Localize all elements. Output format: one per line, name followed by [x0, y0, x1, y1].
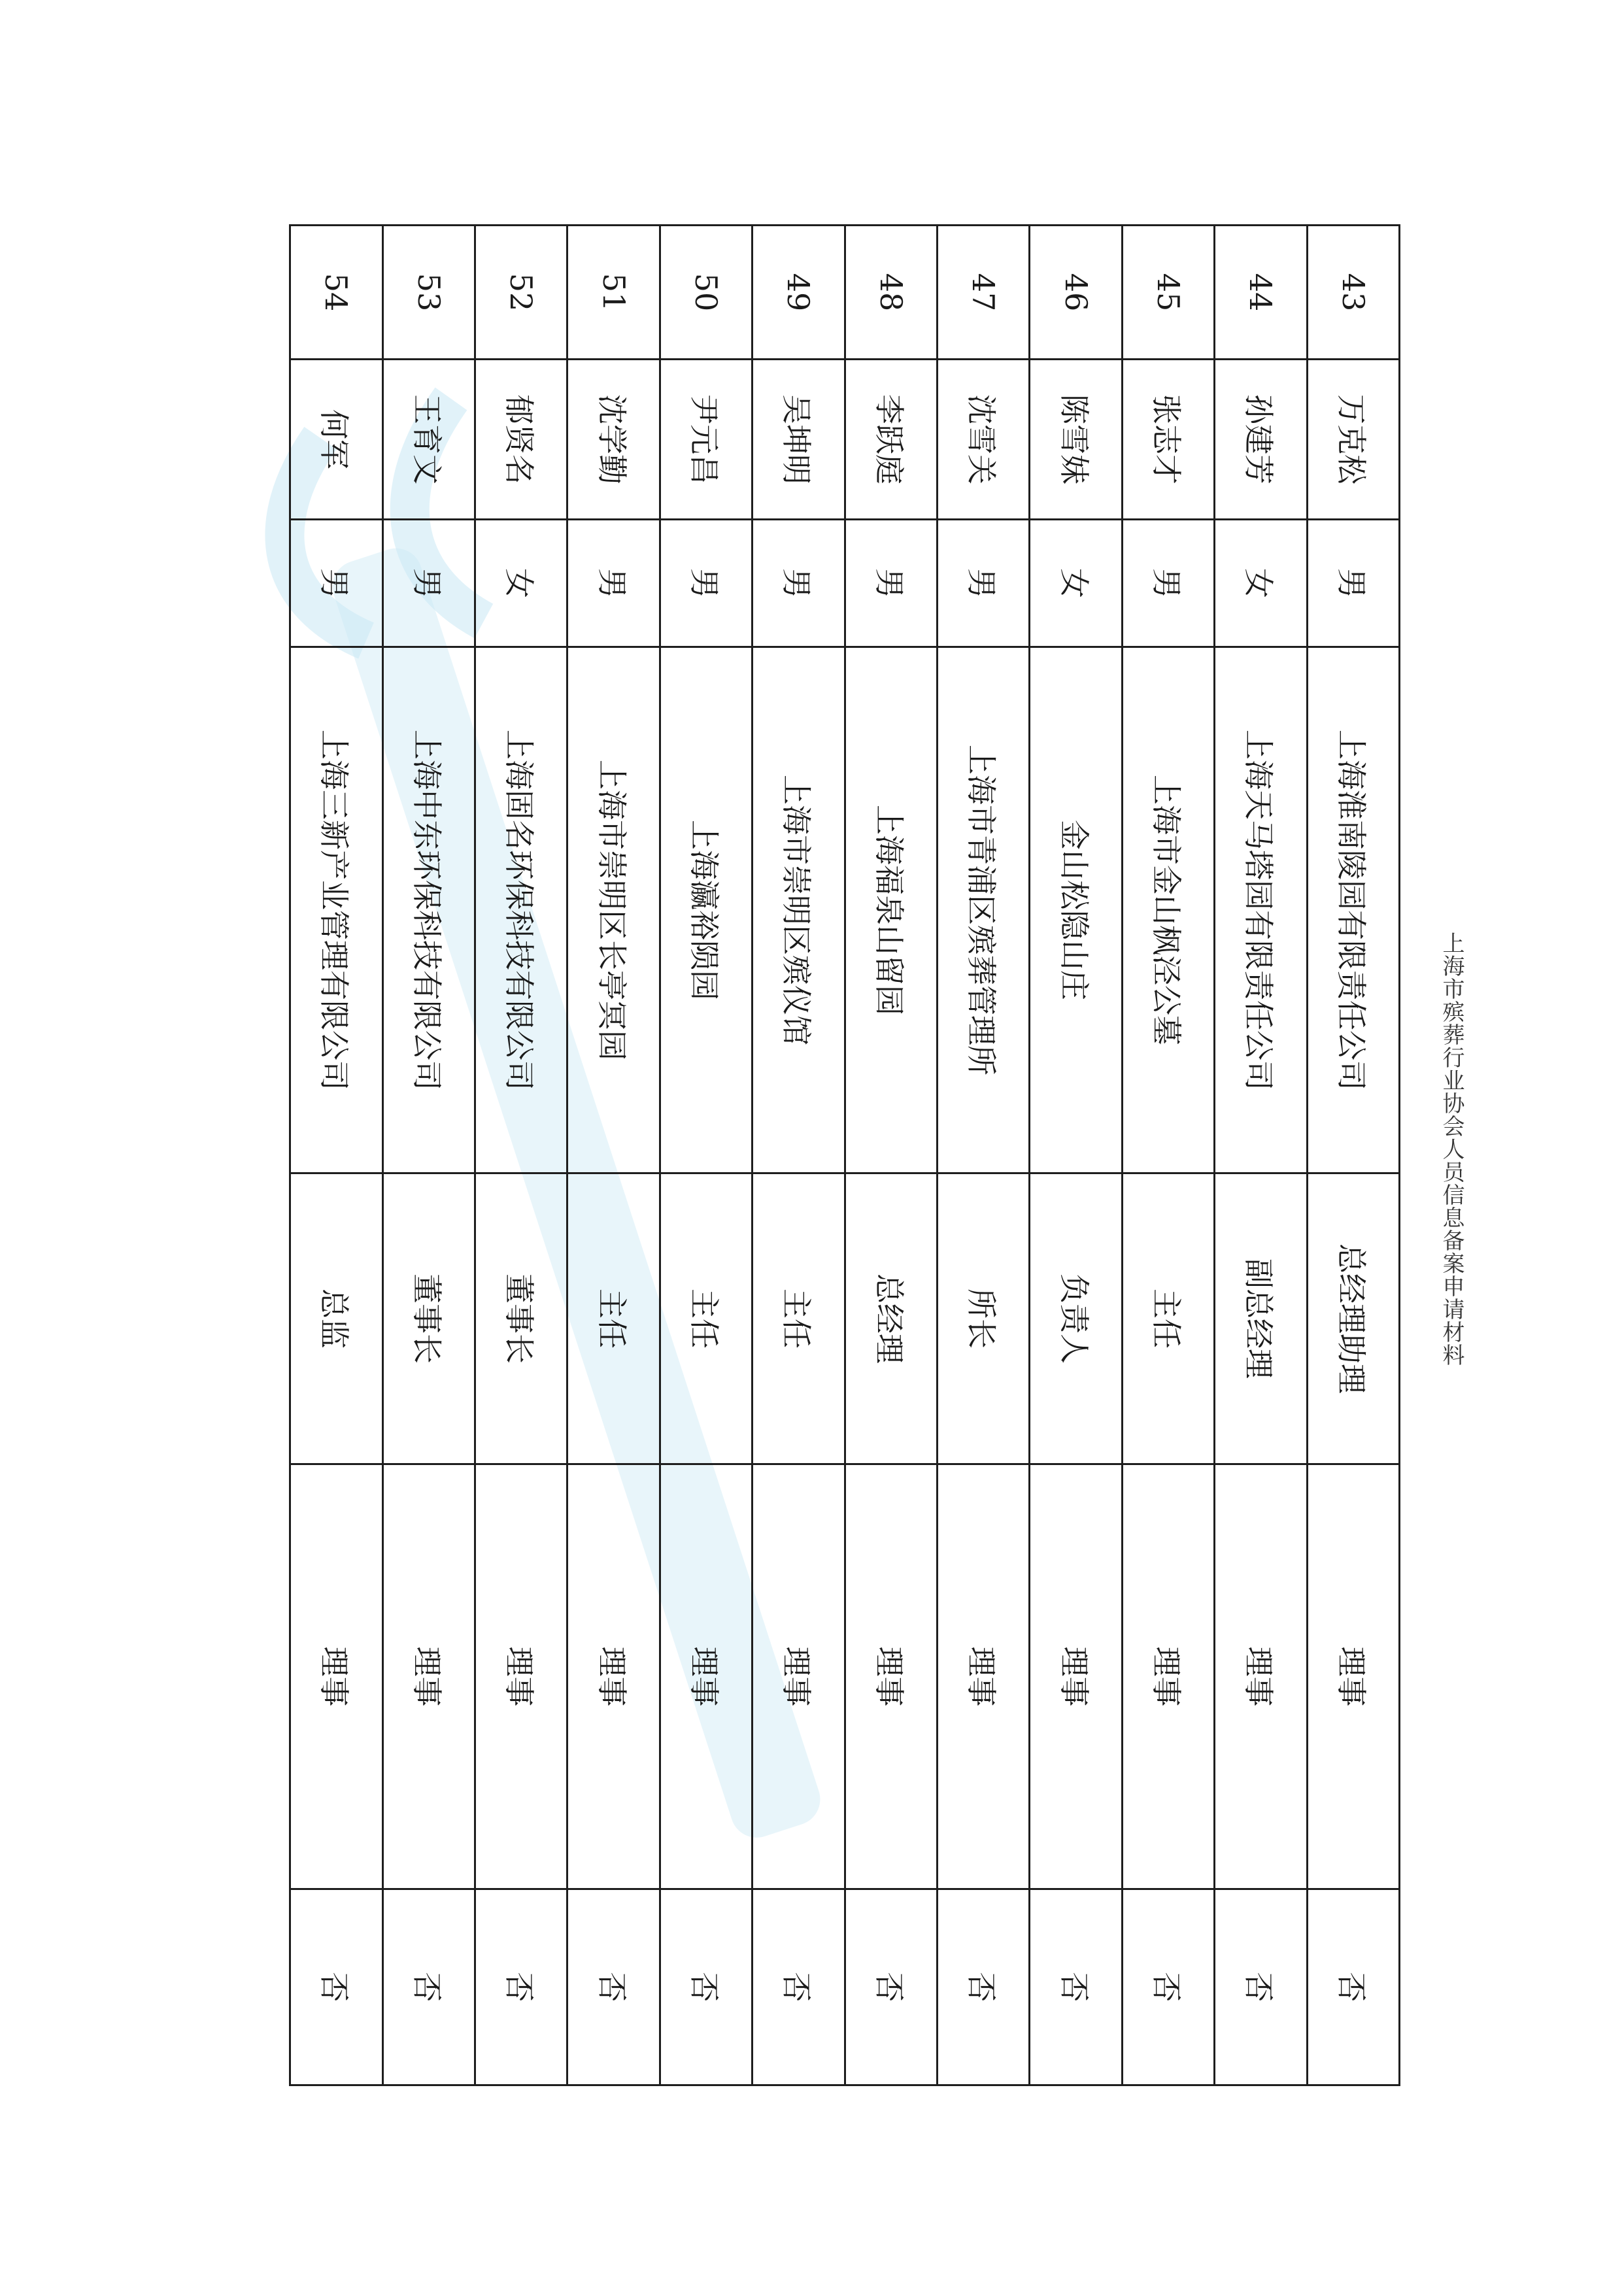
- member-job-title: 主任: [1122, 1173, 1214, 1464]
- member-organization: 上海三新产业管理有限公司: [290, 647, 383, 1173]
- row-number: 50: [660, 226, 752, 360]
- table-body: [290, 226, 1400, 2085]
- member-flag: 否: [1215, 1889, 1307, 2085]
- table-row: [1215, 226, 1307, 2085]
- member-job-title: 主任: [567, 1173, 660, 1464]
- member-job-title: 主任: [660, 1173, 752, 1464]
- row-number: 43: [1307, 226, 1399, 360]
- member-flag: 否: [937, 1889, 1029, 2085]
- member-role: 理事: [290, 1464, 383, 1889]
- row-number: 48: [845, 226, 937, 360]
- member-flag: 否: [1030, 1889, 1122, 2085]
- member-name: 郁贤名: [475, 360, 567, 520]
- member-job-title: 董事长: [475, 1173, 567, 1464]
- member-organization: 上海淮南陵园有限责任公司: [1307, 647, 1399, 1173]
- row-number: 47: [937, 226, 1029, 360]
- member-organization: 上海市崇明区长亭冥园: [567, 647, 660, 1173]
- member-flag: 否: [567, 1889, 660, 2085]
- member-job-title: 总经理助理: [1307, 1173, 1399, 1464]
- member-name: 尹元昌: [660, 360, 752, 520]
- member-flag: 否: [290, 1889, 383, 2085]
- member-table: [289, 224, 1400, 2086]
- member-role: 理事: [475, 1464, 567, 1889]
- table-row: [1307, 226, 1399, 2085]
- member-role: 理事: [1307, 1464, 1399, 1889]
- row-number: 49: [753, 226, 845, 360]
- member-gender: 女: [1030, 520, 1122, 647]
- table-frame: [289, 224, 1400, 2293]
- row-number: 53: [382, 226, 475, 360]
- member-job-title: 副总经理: [1215, 1173, 1307, 1464]
- member-name: 李跃庭: [845, 360, 937, 520]
- member-gender: 男: [753, 520, 845, 647]
- member-organization: 上海瀛裕陨园: [660, 647, 752, 1173]
- member-name: 孙建芳: [1215, 360, 1307, 520]
- member-role: 理事: [382, 1464, 475, 1889]
- member-flag: 否: [660, 1889, 752, 2085]
- member-organization: 上海市青浦区殡葬管理所: [937, 647, 1029, 1173]
- member-job-title: 所长: [937, 1173, 1029, 1464]
- member-job-title: 总监: [290, 1173, 383, 1464]
- member-job-title: 董事长: [382, 1173, 475, 1464]
- member-flag: 否: [382, 1889, 475, 2085]
- row-number: 45: [1122, 226, 1214, 360]
- table-row: [845, 226, 937, 2085]
- member-organization: 上海天马塔园有限责任公司: [1215, 647, 1307, 1173]
- member-role: 理事: [937, 1464, 1029, 1889]
- table-row: [753, 226, 845, 2085]
- member-name: 吴坤明: [753, 360, 845, 520]
- table-row: [937, 226, 1029, 2085]
- rotated-table-wrapper: [289, 224, 1400, 2293]
- member-flag: 否: [475, 1889, 567, 2085]
- row-number: 52: [475, 226, 567, 360]
- table-row: [1030, 226, 1122, 2085]
- member-gender: 女: [1215, 520, 1307, 647]
- member-name: 何军: [290, 360, 383, 520]
- member-name: 沈雪关: [937, 360, 1029, 520]
- member-role: 理事: [660, 1464, 752, 1889]
- row-number: 46: [1030, 226, 1122, 360]
- member-organization: 上海市崇明区殡仪馆: [753, 647, 845, 1173]
- member-gender: 男: [845, 520, 937, 647]
- member-flag: 否: [753, 1889, 845, 2085]
- member-name: 万克松: [1307, 360, 1399, 520]
- member-job-title: 主任: [753, 1173, 845, 1464]
- member-name: 陈雪妹: [1030, 360, 1122, 520]
- member-gender: 男: [290, 520, 383, 647]
- member-name: 张志才: [1122, 360, 1214, 520]
- member-flag: 否: [1122, 1889, 1214, 2085]
- member-organization: 金山松隐山庄: [1030, 647, 1122, 1173]
- member-flag: 否: [845, 1889, 937, 2085]
- member-role: 理事: [1215, 1464, 1307, 1889]
- table-row: [382, 226, 475, 2085]
- member-organization: 上海固名环保科技有限公司: [475, 647, 567, 1173]
- member-gender: 男: [660, 520, 752, 647]
- row-number: 54: [290, 226, 383, 360]
- member-organization: 上海中东环保科技有限公司: [382, 647, 475, 1173]
- row-number: 44: [1215, 226, 1307, 360]
- member-job-title: 总经理: [845, 1173, 937, 1464]
- table-row: [660, 226, 752, 2085]
- table-row: [1122, 226, 1214, 2085]
- member-flag: 否: [1307, 1889, 1399, 2085]
- member-role: 理事: [1122, 1464, 1214, 1889]
- table-row: [567, 226, 660, 2085]
- member-job-title: 负责人: [1030, 1173, 1122, 1464]
- member-gender: 女: [475, 520, 567, 647]
- member-organization: 上海市金山枫泾公墓: [1122, 647, 1214, 1173]
- member-role: 理事: [845, 1464, 937, 1889]
- member-gender: 男: [1307, 520, 1399, 647]
- member-role: 理事: [567, 1464, 660, 1889]
- member-name: 王育文: [382, 360, 475, 520]
- running-header: 上海市殡葬行业协会人员信息备案申请材料: [1438, 932, 1464, 1366]
- member-gender: 男: [382, 520, 475, 647]
- row-number: 51: [567, 226, 660, 360]
- member-gender: 男: [567, 520, 660, 647]
- member-role: 理事: [753, 1464, 845, 1889]
- member-gender: 男: [1122, 520, 1214, 647]
- member-organization: 上海福泉山留园: [845, 647, 937, 1173]
- table-row: [475, 226, 567, 2085]
- member-role: 理事: [1030, 1464, 1122, 1889]
- member-gender: 男: [937, 520, 1029, 647]
- table-row: [290, 226, 383, 2085]
- member-name: 沈学勤: [567, 360, 660, 520]
